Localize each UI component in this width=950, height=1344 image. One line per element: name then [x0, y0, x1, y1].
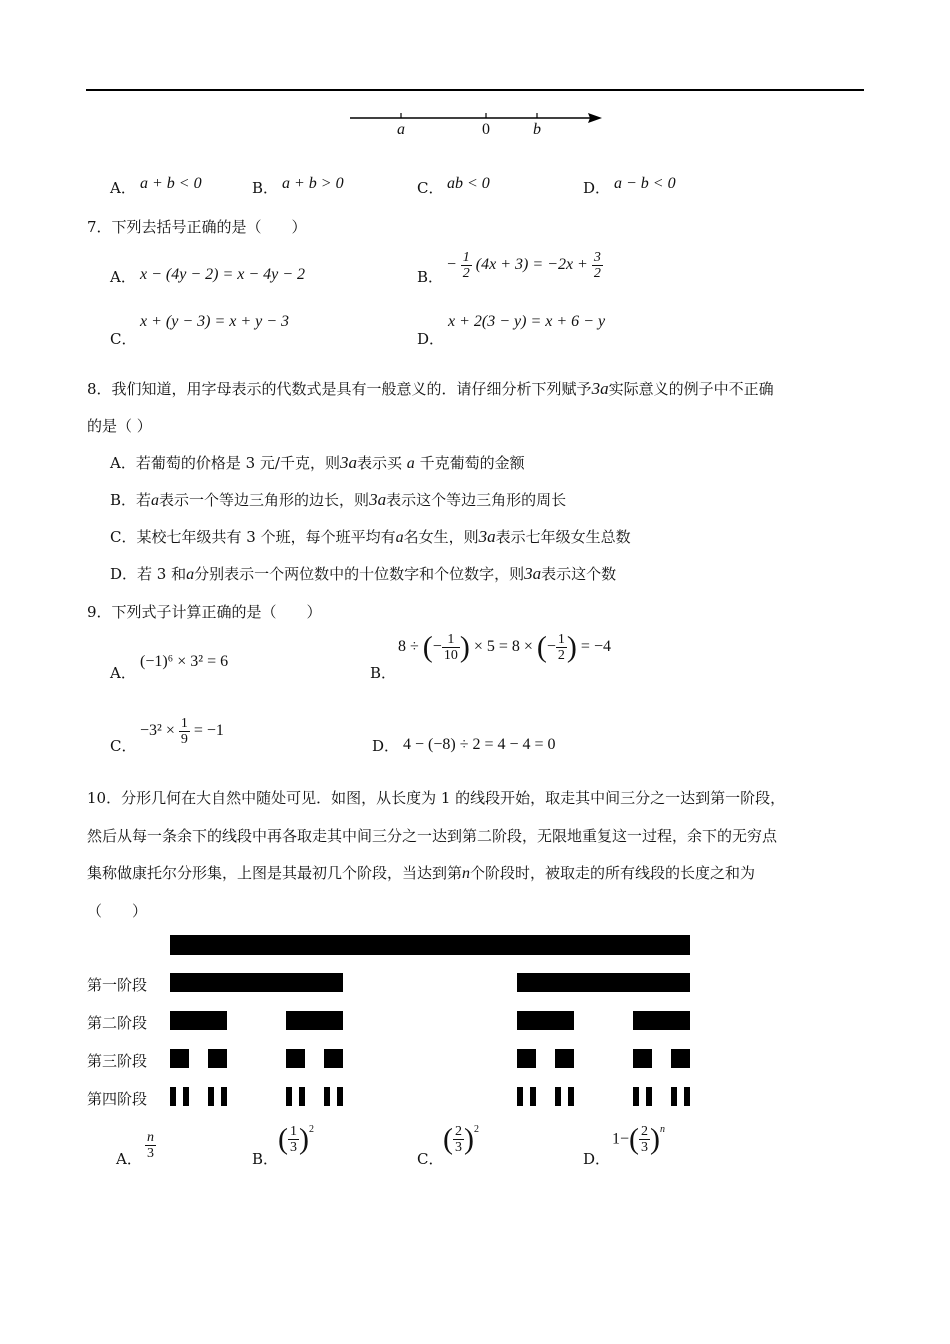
q7-option-c-label[interactable]: C．	[110, 330, 137, 348]
numerator: 1	[557, 632, 565, 647]
option-text: 若葡萄的价格是 3 元/千克，则	[135, 454, 340, 472]
option-variable: 3a	[524, 564, 542, 583]
fraction	[442, 632, 460, 663]
option-variable: a	[406, 455, 415, 472]
stem-text: 实际意义的例子中不正确	[608, 380, 774, 398]
q10-line3	[87, 862, 755, 883]
option-text: 千克葡萄的金额	[419, 454, 525, 472]
cantor-stage-4-bar	[517, 1087, 523, 1106]
option-variable: 3a	[369, 490, 387, 509]
cantor-stage-4-bar	[337, 1087, 343, 1106]
option-text: 表示这个等边三角形的周长	[386, 491, 567, 509]
q10-line1: 10．分形几何在大自然中随处可见．如图，从长度为 1 的线段开始，取走其中间三分之一达到第一阶段，	[87, 789, 786, 807]
q9-option-c[interactable]	[140, 716, 224, 747]
q10-line2: 然后从每一条余下的线段中再各取走其中间三分之一达到第二阶段，无限地重复这一过程，余下的无穷点	[87, 827, 778, 845]
stage-label-4: 第四阶段	[87, 1090, 148, 1108]
q6-option-d[interactable]: a − b < 0	[614, 175, 676, 192]
q9-option-d[interactable]: 4 − (−8) ÷ 2 = 4 − 4 = 0	[403, 736, 556, 753]
option-text: 某校七年级共有 3 个班，每个班平均有	[136, 528, 396, 546]
cantor-stage-4-bar	[324, 1087, 330, 1106]
option-text: 若	[136, 491, 152, 509]
q6-option-d-label[interactable]: D．	[583, 179, 611, 197]
numberline-label-a: a	[397, 121, 405, 138]
q10-option-a-label[interactable]: A．	[116, 1150, 142, 1168]
q9-option-c-label[interactable]: C．	[110, 737, 137, 755]
fraction	[179, 716, 190, 747]
numerator: 1	[290, 1124, 297, 1139]
cantor-stage-3-bar	[170, 1049, 189, 1068]
cantor-stage-4-bar	[183, 1087, 189, 1106]
option-label: A．	[110, 454, 136, 472]
numerator: 2	[641, 1124, 649, 1139]
expr-part: = −1	[193, 722, 224, 740]
q8-option-c[interactable]	[110, 526, 631, 547]
option-text: 表示这个数	[541, 565, 617, 583]
left-paren: (	[629, 1122, 640, 1156]
q6-option-a-label[interactable]: A．	[110, 179, 136, 197]
expr-part: 8 ÷	[398, 638, 419, 656]
stem-text: 8．我们知道，用字母表示的代数式是具有一般意义的．请仔细分析下列赋予	[87, 380, 592, 398]
right-paren: )	[650, 1122, 661, 1156]
cantor-stage-4-bar	[646, 1087, 652, 1106]
cantor-stage-4-bar	[221, 1087, 227, 1106]
option-text: 表示一个等边三角形的边长，则	[159, 491, 370, 509]
denominator: 3	[641, 1140, 649, 1155]
left-paren: (	[422, 630, 433, 664]
cantor-stage-3-bar	[517, 1049, 536, 1068]
q7-stem: 7．下列去括号正确的是（ ）	[87, 218, 307, 236]
q10-option-b-label[interactable]: B．	[252, 1150, 279, 1168]
expr-part: = −4	[580, 638, 611, 656]
q10-option-c-label[interactable]: C．	[417, 1150, 444, 1168]
denominator: 2	[462, 266, 470, 281]
expr-part: 1−	[612, 1130, 630, 1148]
fraction	[556, 632, 567, 663]
option-variable: 3a	[478, 527, 496, 546]
stem-variable: 3a	[591, 379, 609, 398]
left-paren: (	[278, 1122, 288, 1156]
q7-option-a-label[interactable]: A．	[110, 268, 136, 286]
cantor-stage-2-bar	[286, 1011, 343, 1030]
q9-option-a-label[interactable]: A．	[110, 664, 136, 682]
q9-stem: 9．下列式子计算正确的是（ ）	[87, 603, 322, 621]
fraction	[592, 250, 603, 281]
exponent: n	[660, 1124, 666, 1135]
denominator: 2	[557, 648, 565, 663]
denominator: 9	[180, 732, 188, 747]
exponent: 2	[309, 1124, 314, 1135]
minus-sign: −	[446, 256, 457, 274]
q6-option-c-label[interactable]: C．	[417, 179, 444, 197]
line-text: 集称做康托尔分形集，上图是其最初几个阶段，当达到第	[87, 864, 463, 882]
option-text: 名女生，则	[403, 528, 479, 546]
fraction	[145, 1130, 156, 1161]
denominator: 3	[290, 1140, 297, 1155]
numberline-label-b: b	[533, 121, 541, 138]
numerator: 1	[442, 632, 460, 648]
right-paren: )	[299, 1122, 309, 1156]
line-text: 个阶段时，被取走的所有线段的长度之和为	[470, 864, 756, 882]
q6-option-a[interactable]: a + b < 0	[140, 175, 202, 192]
option-text: 表示七年级女生总数	[495, 528, 631, 546]
q8-stem-line1	[87, 378, 774, 399]
q10-line4: （ ）	[87, 902, 148, 920]
header-rule	[86, 89, 864, 91]
fraction	[453, 1124, 464, 1155]
q10-option-b[interactable]	[278, 1124, 314, 1155]
q10-option-d[interactable]	[612, 1124, 665, 1155]
cantor-stage-3-bar	[671, 1049, 690, 1068]
q8-option-b[interactable]	[110, 489, 566, 510]
denominator: 10	[443, 648, 458, 663]
option-variable: a	[151, 492, 160, 509]
cantor-stage-4-bar	[555, 1087, 561, 1106]
line-variable: n	[462, 865, 471, 882]
cantor-stage-3-bar	[286, 1049, 305, 1068]
q8-option-d[interactable]	[110, 563, 616, 584]
numerator: 3	[593, 250, 601, 265]
option-text: 表示买	[356, 454, 402, 472]
numerator: 2	[455, 1124, 462, 1139]
denominator: 3	[455, 1140, 462, 1155]
q9-option-b[interactable]	[398, 632, 611, 663]
option-label: B．	[110, 491, 137, 509]
stage-label-2: 第二阶段	[87, 1014, 148, 1032]
q7-option-c[interactable]: x + (y − 3) = x + y − 3	[140, 313, 290, 330]
cantor-stage-3-bar	[324, 1049, 343, 1068]
left-paren: (	[536, 630, 547, 664]
q9-option-b-label[interactable]: B．	[370, 664, 397, 682]
right-paren: )	[566, 630, 577, 664]
cantor-stage-3-bar	[555, 1049, 574, 1068]
expr-part: −3² ×	[140, 722, 175, 740]
right-paren: )	[459, 630, 470, 664]
denominator: 2	[593, 266, 601, 281]
q6-option-b[interactable]: a + b > 0	[282, 175, 344, 192]
q7-option-a[interactable]: x − (4y − 2) = x − 4y − 2	[140, 266, 306, 283]
q8-stem-line2: 的是（ ）	[87, 417, 152, 435]
q7-option-d[interactable]: x + 2(3 − y) = x + 6 − y	[448, 313, 606, 330]
cantor-stage-4-bar	[530, 1087, 536, 1106]
cantor-stage-4-bar	[568, 1087, 574, 1106]
cantor-stage-2-bar	[517, 1011, 574, 1030]
q7-option-b[interactable]	[446, 250, 603, 281]
fraction	[461, 250, 472, 281]
q7-option-b-label[interactable]: B．	[417, 268, 444, 286]
numerator: 1	[180, 716, 188, 731]
number-line	[340, 105, 610, 145]
q10-option-a[interactable]	[145, 1130, 156, 1161]
option-variable: a	[186, 566, 195, 583]
denominator: 3	[147, 1146, 154, 1161]
option-label: D．	[110, 565, 138, 583]
option-label: C．	[110, 528, 137, 546]
q7-option-d-label[interactable]: D．	[417, 330, 445, 348]
numerator: 1	[462, 250, 470, 265]
cantor-stage-2-bar	[170, 1011, 227, 1030]
cantor-stage-4-bar	[684, 1087, 690, 1106]
cantor-stage-4-bar	[208, 1087, 214, 1106]
exponent: 2	[474, 1124, 479, 1135]
stage-label-3: 第三阶段	[87, 1052, 148, 1070]
cantor-stage-4-bar	[286, 1087, 292, 1106]
fraction	[639, 1124, 650, 1155]
cantor-stage-3-bar	[633, 1049, 652, 1068]
cantor-stage-0-bar	[170, 935, 690, 955]
cantor-stage-4-bar	[633, 1087, 639, 1106]
q9-option-d-label[interactable]: D．	[372, 737, 400, 755]
stage-label-1: 第一阶段	[87, 976, 148, 994]
q9-option-a[interactable]: (−1)⁶ × 3² = 6	[140, 653, 229, 670]
minus-sign: −	[546, 638, 556, 656]
q8-option-a[interactable]	[110, 452, 525, 473]
cantor-stage-2-bar	[633, 1011, 690, 1030]
expr-part: × 5 = 8 ×	[473, 638, 533, 656]
numberline-label-zero: 0	[482, 121, 490, 138]
q6-option-c[interactable]: ab < 0	[447, 175, 490, 192]
q10-option-c[interactable]	[443, 1124, 479, 1155]
option-text: 若 3 和	[137, 565, 187, 583]
cantor-stage-4-bar	[671, 1087, 677, 1106]
q10-option-d-label[interactable]: D．	[583, 1150, 611, 1168]
cantor-stage-4-bar	[170, 1087, 176, 1106]
option-text: 分别表示一个两位数中的十位数字和个位数字，则	[194, 565, 525, 583]
minus-sign: −	[432, 638, 442, 656]
option-variable: 3a	[339, 453, 357, 472]
q6-option-b-label[interactable]: B．	[252, 179, 279, 197]
expr-middle: (4x + 3) = −2x +	[475, 256, 588, 274]
right-paren: )	[464, 1122, 474, 1156]
left-paren: (	[443, 1122, 453, 1156]
cantor-stage-1-bar	[170, 973, 343, 992]
cantor-stage-4-bar	[299, 1087, 305, 1106]
numerator: n	[147, 1130, 154, 1145]
option-variable: a	[395, 529, 404, 546]
cantor-stage-1-bar	[517, 973, 690, 992]
cantor-stage-3-bar	[208, 1049, 227, 1068]
fraction	[288, 1124, 299, 1155]
